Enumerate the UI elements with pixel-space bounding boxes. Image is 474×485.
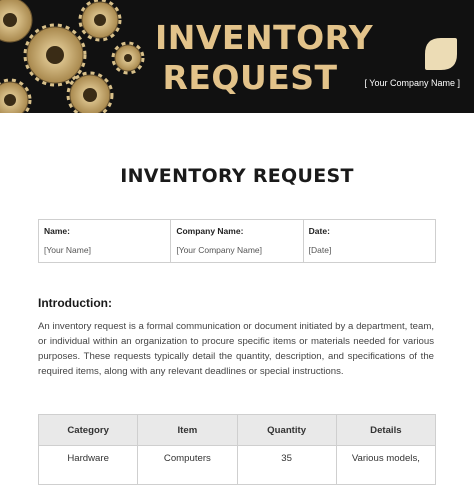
table-cell: 35 (237, 446, 336, 485)
table-cell: Computers (138, 446, 237, 485)
introduction-heading: Introduction: (38, 296, 112, 310)
table-cell: Hardware (39, 446, 138, 485)
column-header: Category (39, 415, 138, 446)
gears-image (0, 0, 160, 113)
info-label: Name: (44, 226, 70, 236)
table-cell: Various models, (336, 446, 435, 485)
table-header-row (39, 415, 436, 446)
info-value: [Your Name] (44, 245, 91, 255)
table-row (39, 446, 436, 485)
info-value: [Date] (308, 245, 332, 255)
header-banner (0, 0, 474, 113)
info-cell-date (304, 220, 435, 262)
column-header: Details (336, 415, 435, 446)
banner-title-line2: REQUEST (162, 58, 338, 97)
info-cell-name (39, 220, 171, 262)
company-logo-icon (424, 37, 458, 71)
info-label: Date: (308, 226, 330, 236)
info-value: [Your Company Name] (176, 245, 263, 255)
column-header: Quantity (237, 415, 336, 446)
requester-info-table (38, 219, 436, 263)
column-header: Item (138, 415, 237, 446)
introduction-text: An inventory request is a formal communication or document initiated by a department, team, or individual within an organization to procure specific items or materials needed for various purposes. These requests typically detail the quantity, description, and specifications of the required items, along with any relevant deadlines or special instructions. (38, 321, 434, 377)
document-title: INVENTORY REQUEST (120, 165, 354, 187)
company-name-tag: [ Your Company Name ] (364, 78, 460, 88)
info-label: Company Name: (176, 226, 244, 236)
banner-title-line1: INVENTORY (155, 18, 374, 57)
inventory-items-table (38, 414, 436, 485)
info-cell-company (171, 220, 303, 262)
